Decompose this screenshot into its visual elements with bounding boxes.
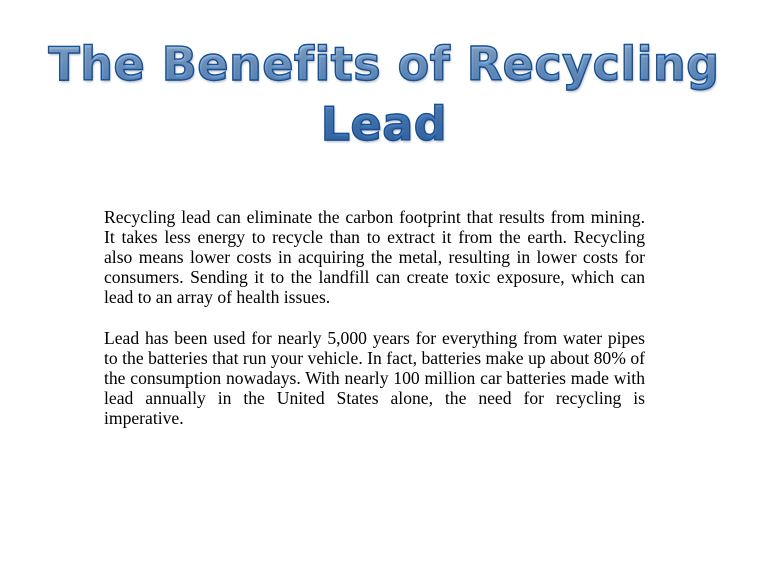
body-paragraph-2: Lead has been used for nearly 5,000 years for everything from water pipes to the batteries that run your vehicle. In fact, batteries make up about 80% of the consumption nowadays. With nearly 100 million car batteries made with lead annually in the United States alone, the need for recycling is imperative. [104, 328, 645, 428]
body-paragraph-1: Recycling lead can eliminate the carbon footprint that results from mining. It takes less energy to recycle than to extract it from the earth. Recycling also means lower costs in acquiring the metal, resulting in lower costs for consumers. Sending it to the landfill can create toxic exposure, which can lead to an array of health issues. [104, 207, 645, 307]
slide-title: The Benefits of Recycling Lead [40, 34, 728, 154]
slide-body [104, 207, 645, 428]
